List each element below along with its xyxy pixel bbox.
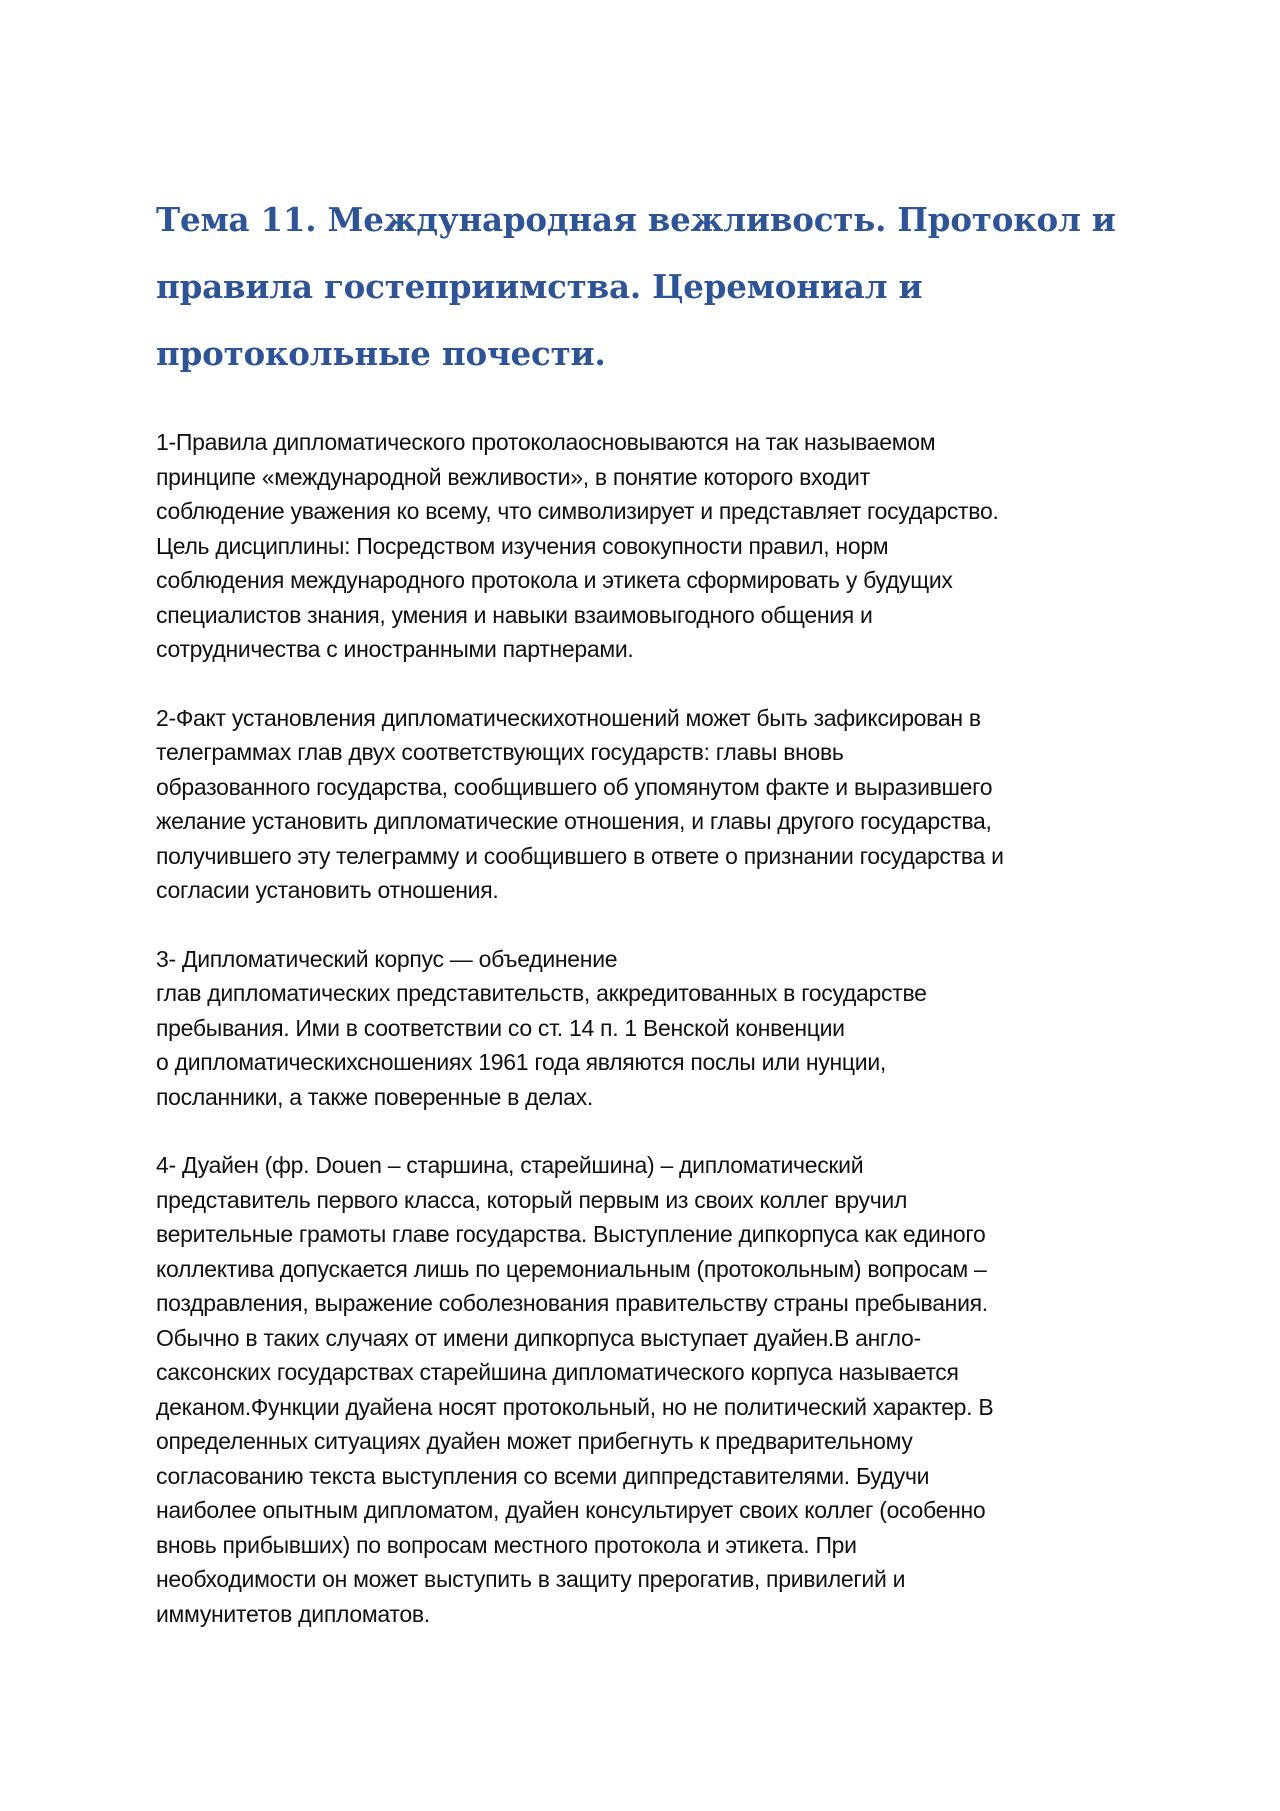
paragraph-line: согласии установить отношения. — [156, 877, 499, 903]
paragraph-2 — [156, 701, 1146, 908]
paragraph-line: наиболее опытным дипломатом, дуайен консультирует своих коллег (особенно — [156, 1497, 986, 1523]
paragraph-line: иммунитетов дипломатов. — [156, 1600, 430, 1627]
paragraph-line: поздравления, выражение соболезнования правительству страны пребывания. — [156, 1290, 988, 1316]
title-line: протокольные почести. — [156, 334, 606, 373]
paragraph-line: глав дипломатических представительств, аккредитованных в государстве — [156, 980, 927, 1006]
paragraph-line: Цель дисциплины: Посредством изучения совокупности правил, норм — [156, 532, 889, 559]
paragraph-line: 3- Дипломатический корпус — объединение — [156, 945, 618, 972]
paragraph-line: телеграммах глав двух соответствующих государств: главы вновь — [156, 739, 844, 765]
paragraph-line: определенных ситуациях дуайен может прибегнуть к предварительному — [156, 1428, 913, 1454]
paragraph-3 — [156, 942, 1146, 1115]
paragraph-line: принципе «международной вежливости», в понятие которого входит — [156, 463, 870, 490]
paragraph-line: вновь прибывших) по вопросам местного протокола и этикета. При — [156, 1531, 857, 1558]
paragraph-line: соблюдения международного протокола и этикета сформировать у будущих — [156, 567, 953, 593]
paragraph-line: 1-Правила дипломатического протоколаосновываются на так называемом — [156, 429, 936, 455]
paragraph-line: о дипломатическихсношениях 1961 года являются послы или нунции, — [156, 1049, 886, 1075]
paragraph-line: верительные грамоты главе государства. Выступление дипкорпуса как единого — [156, 1221, 986, 1247]
document-body — [156, 425, 1146, 1631]
paragraph-line: согласованию текста выступления со всеми диппредставителями. Будучи — [156, 1462, 930, 1489]
paragraph-line: 4- Дуайен (фр. Douen – старшина, старейшина) – дипломатический — [156, 1152, 864, 1178]
paragraph-line: соблюдение уважения ко всему, что символизирует и представляет государство. — [156, 498, 999, 524]
paragraph-line: саксонских государствах старейшина дипломатического корпуса называется — [156, 1359, 959, 1385]
title-line: правила гостеприимства. Церемониал и — [156, 267, 923, 306]
title-line: Тема 11. Международная вежливость. Протокол и — [156, 200, 1116, 239]
paragraph-1 — [156, 425, 1146, 667]
document-title — [156, 186, 1146, 387]
paragraph-line: деканом.Функции дуайена носят протокольный, но не политический характер. В — [156, 1393, 994, 1420]
paragraph-4 — [156, 1148, 1146, 1631]
paragraph-line: получившего эту телеграмму и сообщившего в ответе о признании государства и — [156, 842, 1004, 869]
paragraph-line: сотрудничества с иностранными партнерами. — [156, 636, 634, 662]
paragraph-line: посланники, а также поверенные в делах. — [156, 1083, 593, 1110]
document-content — [156, 186, 1146, 1665]
paragraph-line: образованного государства, сообщившего об упомянутом факте и выразившего — [156, 773, 993, 800]
paragraph-line: представитель первого класса, который первым из своих коллег вручил — [156, 1186, 908, 1213]
paragraph-line: 2-Факт установления дипломатическихотношений может быть зафиксирован в — [156, 704, 981, 731]
paragraph-line: необходимости он может выступить в защиту прерогатив, привилегий и — [156, 1566, 906, 1592]
paragraph-line: пребывания. Ими в соответствии со ст. 14 п. 1 Венской конвенции — [156, 1014, 845, 1041]
paragraph-line: специалистов знания, умения и навыки взаимовыгодного общения и — [156, 601, 873, 628]
paragraph-line: Обычно в таких случаях от имени дипкорпуса выступает дуайен.В англо- — [156, 1324, 921, 1351]
paragraph-line: желание установить дипломатические отношения, и главы другого государства, — [156, 808, 992, 834]
paragraph-line: коллектива допускается лишь по церемониальным (протокольным) вопросам – — [156, 1255, 987, 1282]
